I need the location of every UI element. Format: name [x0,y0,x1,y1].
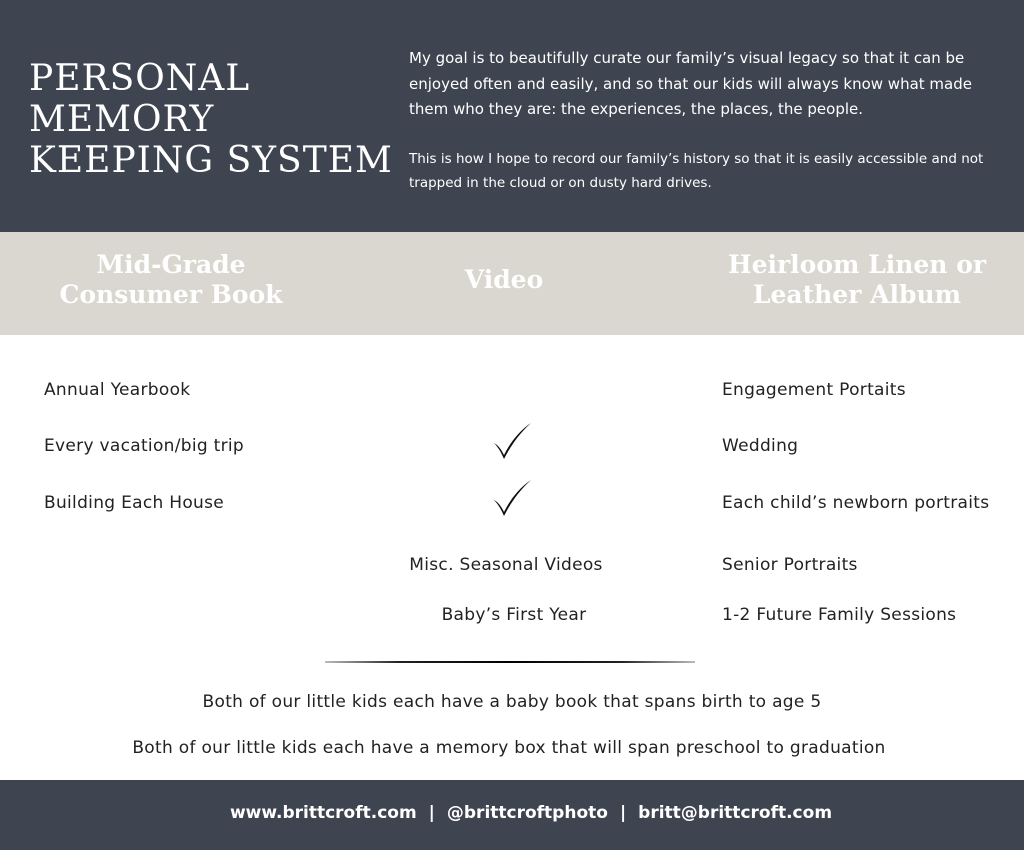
column-heading-video [334,265,674,295]
note-baby-book: Both of our little kids each have a baby book that spans birth to age 5 [202,692,822,712]
heading-line: Consumer Book [59,280,283,309]
list-item-vacation: Every vacation/big trip [44,436,245,456]
column-heading-consumer-book [1,250,341,310]
heading-line: Mid-Grade [96,250,246,279]
title-line: PERSONAL [29,58,251,99]
list-item-newborn: Each child’s newborn portraits [722,493,990,513]
list-item-senior: Senior Portraits [722,555,858,575]
divider [325,660,695,664]
social-handle-link[interactable]: @brittcroftphoto [446,803,608,823]
website-link[interactable]: www.brittcroft.com [229,803,417,823]
intro-paragraph: My goal is to beautifully curate our family’s visual legacy so that it can be enjoyed often and easily, and so that our kids will always know what made them who they are: the experiences, the places, the people. [409,49,972,118]
list-item-wedding: Wedding [722,436,799,456]
list-item-building-house: Building Each House [44,493,225,513]
separator: | [428,803,435,823]
check-icon [489,478,535,518]
title-line: MEMORY [29,99,215,140]
list-item-seasonal-videos: Misc. Seasonal Videos [409,555,603,575]
heading-line: Heirloom Linen or [727,250,987,279]
heading-line: Leather Album [752,280,962,309]
title-line: KEEPING SYSTEM [29,140,393,181]
list-item-babys-first-year: Baby’s First Year [441,605,587,625]
separator: | [619,803,627,823]
column-heading-heirloom-album [687,250,1024,310]
intro-paragraph-secondary: This is how I hope to record our family’s history so that it is easily accessible and not trapped in the cloud or on dusty hard drives. [409,151,984,191]
list-item-engagement: Engagement Portaits [722,380,906,400]
page-title [29,58,393,181]
list-item-family-sessions: 1-2 Future Family Sessions [722,605,957,625]
heading-line: Video [464,265,544,294]
email-link[interactable]: britt@brittcroft.com [638,803,833,823]
note-memory-box: Both of our little kids each have a memory box that will span preschool to graduation [132,738,886,758]
check-icon [489,421,535,461]
footer-contact [0,801,1024,825]
list-item-annual-yearbook: Annual Yearbook [44,380,191,400]
